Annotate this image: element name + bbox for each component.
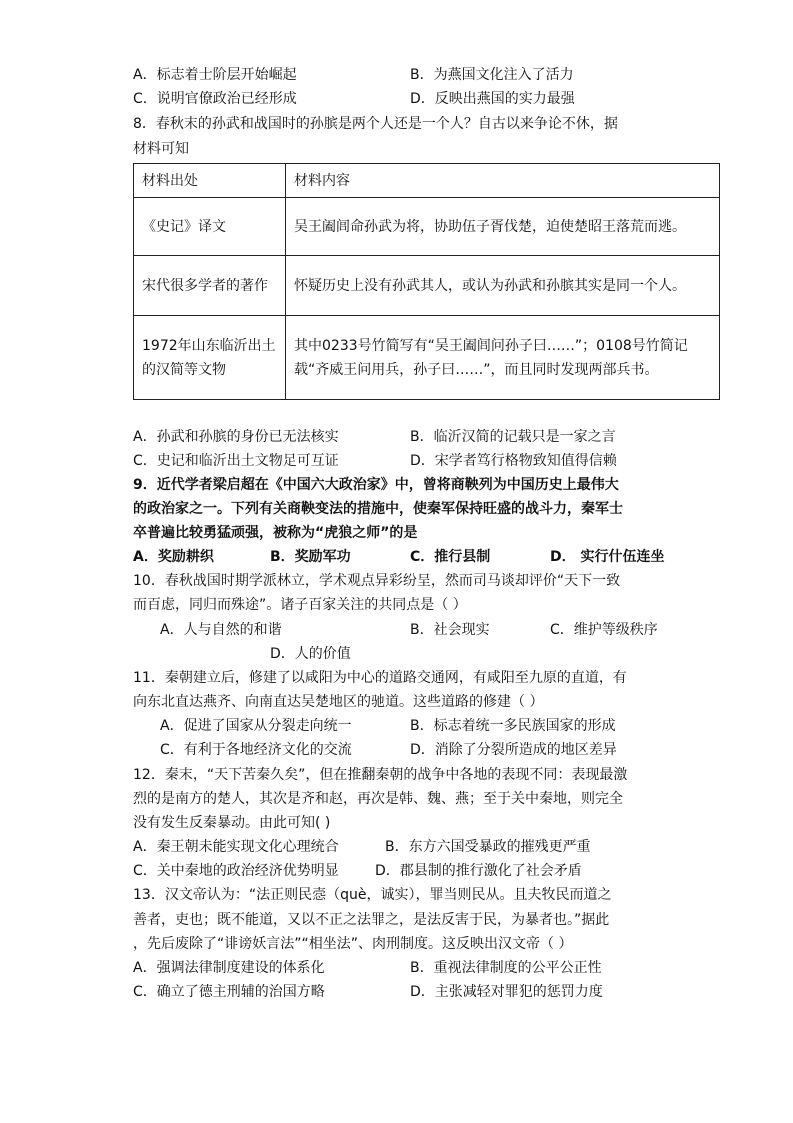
q12-stem-line1: 12．秦末，“天下苦秦久矣”，但在推翻秦朝的战争中各地的表现不同：表现最激 — [133, 767, 628, 783]
q9-option-c: C．推行县制 — [410, 549, 491, 565]
q8-option-a: A．孙武和孙膑的身份已无法核实 — [133, 429, 339, 445]
q11-stem-line1: 11．秦朝建立后，修建了以咸阳为中心的道路交通网，有咸阳至九原的直道，有 — [133, 670, 627, 686]
table-row — [134, 256, 720, 316]
q11-option-b: B．标志着统一多民族国家的形成 — [410, 718, 616, 734]
q12-option-b: B．东方六国受暴政的摧残更严重 — [385, 839, 591, 855]
table-header-content: 材料内容 — [286, 164, 720, 198]
table-row — [134, 316, 720, 400]
q9-option-d: D． 实行什伍连坐 — [550, 549, 665, 565]
q9-option-a: A．奖励耕织 — [133, 549, 214, 565]
q13-option-d: D．主张减轻对罪犯的惩罚力度 — [410, 984, 603, 1000]
table-cell-content: 吴王阖闾命孙武为将，协助伍子胥伐楚，迫使楚昭王落荒而逃。 — [286, 198, 720, 256]
q12-option-d: D．郡县制的推行激化了社会矛盾 — [375, 863, 582, 879]
q8-stem-line1: 8．春秋末的孙武和战国时的孙膑是两个人还是一个人？自古以来争论不休，据 — [133, 116, 618, 132]
q11-option-a: A．促进了国家从分裂走向统一 — [160, 718, 352, 734]
q12-option-a: A．秦王朝未能实现文化心理统合 — [133, 839, 339, 855]
q9-stem-line3: 卒普遍比较勇猛顽强，被称为“虎狼之师”的是 — [133, 525, 418, 541]
q9-stem-line2: 的政治家之一。下列有关商鞅变法的措施中，使秦军保持旺盛的战斗力，秦军士 — [133, 501, 623, 517]
table-cell-source: 宋代很多学者的著作 — [134, 256, 286, 316]
table-cell-source: 《史记》译文 — [134, 198, 286, 256]
q13-option-a: A．强调法律制度建设的体系化 — [133, 960, 325, 976]
q13-stem-line1: 13．汉文帝认为：“法正则民悫（què，诚实），罪当则民从。且夫牧民而道之 — [133, 887, 612, 903]
table-header-source: 材料出处 — [134, 164, 286, 198]
table-row — [134, 198, 720, 256]
q12-option-c: C．关中秦地的政治经济优势明显 — [133, 863, 339, 879]
q10-option-a: A．人与自然的和谐 — [160, 622, 282, 638]
table-header-row — [134, 164, 720, 198]
q9-option-b: B．奖励军功 — [270, 549, 351, 565]
table-cell-content: 其中0233号竹简写有“吴王阖闾问孙子曰……”；0108号竹简记载“齐威王问用兵，孙子曰……”，而且同时发现两部兵书。 — [286, 316, 720, 400]
q10-stem-line2: 而百虑，同归而殊途”。诸子百家关注的共同点是（ ） — [133, 597, 467, 613]
q12-stem-line3: 没有发生反秦暴动。由此可知( ) — [133, 815, 331, 831]
q8-option-b: B．临沂汉简的记载只是一家之言 — [410, 429, 616, 445]
q10-option-c: C．维护等级秩序 — [550, 622, 658, 638]
q10-stem-line1: 10．春秋战国时期学派林立，学术观点异彩纷呈，然而司马谈却评价“天下一致 — [133, 573, 621, 589]
q13-stem-line2: 善者，吏也；既不能道，又以不正之法罪之，是法反害于民，为暴者也。”据此 — [133, 912, 610, 928]
q11-stem-line2: 向东北直达燕齐、向南直达吴楚地区的驰道。这些道路的修建（ ） — [133, 694, 544, 710]
q8-stem-line2: 材料可知 — [133, 141, 189, 157]
q7-option-b: B．为燕国文化注入了活力 — [410, 67, 574, 83]
table-cell-content: 怀疑历史上没有孙武其人，或认为孙武和孙膑其实是同一个人。 — [286, 256, 720, 316]
q12-stem-line2: 烈的是南方的楚人，其次是齐和赵，再次是韩、魏、燕；至于关中秦地，则完全 — [133, 791, 623, 807]
q11-option-d: D．消除了分裂所造成的地区差异 — [410, 742, 617, 758]
q10-option-d: D．人的价值 — [270, 646, 351, 662]
q7-option-d: D．反映出燕国的实力最强 — [410, 91, 575, 107]
q7-option-c: C．说明官僚政治已经形成 — [133, 91, 297, 107]
q8-material-table — [133, 163, 720, 400]
q13-option-c: C．确立了德主刑辅的治国方略 — [133, 984, 325, 1000]
q8-option-d: D．宋学者笃行格物致知值得信赖 — [410, 453, 617, 469]
table-cell-source: 1972年山东临沂出土的汉简等文物 — [134, 316, 286, 400]
q10-option-b: B．社会现实 — [410, 622, 490, 638]
q11-option-c: C．有利于各地经济文化的交流 — [160, 742, 352, 758]
q13-option-b: B．重视法律制度的公平公正性 — [410, 960, 602, 976]
q7-option-a: A．标志着士阶层开始崛起 — [133, 67, 297, 83]
q8-option-c: C．史记和临沂出土文物足可互证 — [133, 453, 339, 469]
q13-stem-line3: ，先后废除了“诽谤妖言法”“相坐法”、肉刑制度。这反映出汉文帝（ ） — [133, 936, 573, 952]
q9-stem-line1: 9．近代学者梁启超在《中国六大政治家》中，曾将商鞅列为中国历史上最伟大 — [133, 477, 619, 493]
